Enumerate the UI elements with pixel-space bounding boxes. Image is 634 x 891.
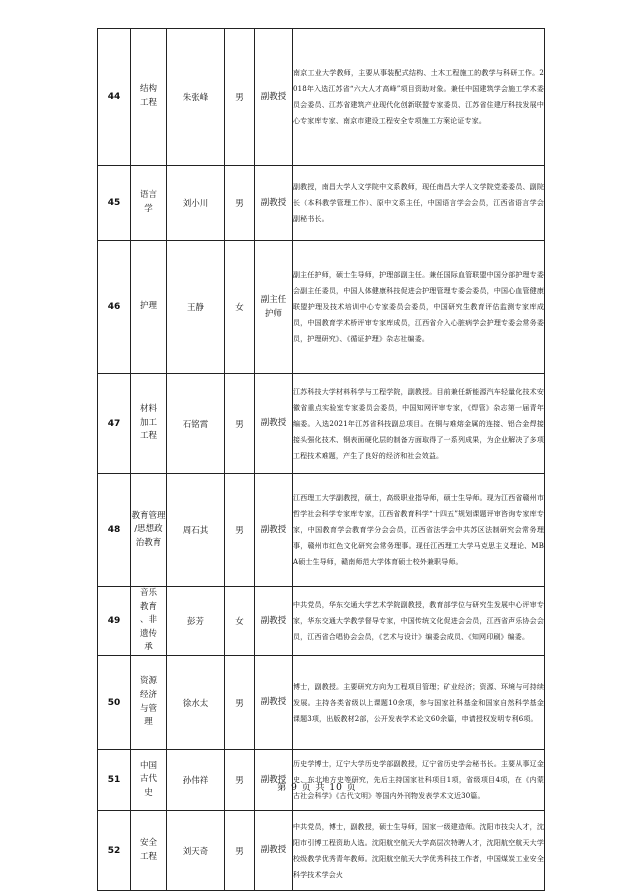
name-cell (167, 811, 225, 891)
field-cell (131, 241, 167, 374)
row-number-text: 46 (107, 302, 121, 312)
title-cell (255, 374, 293, 474)
row-number-text: 51 (107, 775, 121, 785)
name-cell (167, 374, 225, 474)
gender-text: 女 (235, 617, 244, 627)
title-cell (255, 656, 293, 750)
description-cell (293, 241, 545, 374)
description-text: 南京工业大学教师，主要从事装配式结构、土木工程施工的教学与科研工作。2018年入选江苏省“六大人才高峰”项目资助对象。兼任中国建筑学会施工学术委员会委员、江苏省建筑产业现代化创新联盟专家委员、江苏省住建厅科技发展中心专家库专家、南京市建设工程安全专项施工方案论证专家。 (293, 69, 544, 125)
row-number (98, 29, 131, 166)
field-cell (131, 656, 167, 750)
field-text: 材料 加工 工程 (139, 404, 157, 442)
name-text: 彭芳 (186, 617, 204, 627)
name-text: 周石其 (182, 526, 209, 536)
row-number-text: 52 (107, 845, 121, 856)
title-text: 副主任 护师 (260, 294, 287, 319)
name-text: 孙伟祥 (182, 776, 209, 786)
table-row (98, 587, 545, 656)
title-text: 副教授 (260, 524, 287, 535)
row-number-text: 49 (107, 616, 121, 626)
name-cell (167, 166, 225, 241)
title-cell (255, 474, 293, 587)
title-cell (255, 811, 293, 891)
row-number (98, 474, 131, 587)
row-number-text: 47 (107, 418, 121, 429)
page-footer: 第 9 页 共 10 页 (277, 783, 357, 793)
table-row (98, 656, 545, 750)
description-cell (293, 811, 545, 891)
gender-text: 男 (235, 846, 244, 857)
field-text: 语言 学 (139, 190, 157, 214)
title-text: 副教授 (260, 845, 287, 856)
table-row (98, 811, 545, 891)
row-number-text: 44 (107, 92, 121, 102)
table-row (98, 374, 545, 474)
row-number (98, 166, 131, 241)
description-cell (293, 587, 545, 656)
name-text: 刘小川 (182, 199, 209, 209)
gender-text: 男 (235, 199, 244, 209)
description-text: 江西理工大学副教授，硕士，高级职业指导师，硕士生导师。现为江西省赣州市哲学社会科学专家库专家，江西省教育科学“十四五”规划课题评审咨询专家库专家，中国教育学会教育学分会会员，江西省法学会中共苏区法制研究会常务理事，赣州市红色文化研究会常务理事。现任江西理工大学马克思主义理论、MBA硕士生导师，赣南师范大学体育硕士校外兼职导师。 (293, 494, 544, 566)
row-number (98, 374, 131, 474)
description-text: 历史学博士，辽宁大学历史学部副教授，辽宁省历史学会秘书长。主要从事辽金史、东北地方史等研究，先后主持国家社科项目1项，省级项目4项，在《内蒙古社会科学》《古代文明》等国内外刊物发表学术文近30篇。 (293, 760, 544, 800)
field-cell (131, 811, 167, 891)
title-cell (255, 166, 293, 241)
row-number-text: 48 (107, 525, 121, 535)
name-cell (167, 656, 225, 750)
row-number-text: 45 (107, 198, 121, 208)
title-text: 副教授 (260, 697, 287, 708)
table-row (98, 474, 545, 587)
field-cell (131, 587, 167, 656)
name-text: 王静 (186, 303, 204, 313)
description-cell (293, 656, 545, 750)
row-number (98, 241, 131, 374)
gender-text: 男 (235, 526, 244, 536)
gender-text: 男 (235, 698, 244, 709)
gender-text: 女 (235, 303, 244, 313)
title-text: 副教授 (260, 615, 287, 626)
description-text: 中共党员，华东交通大学艺术学院副教授，教育部学位与研究生发展中心评审专家，华东交通大学教学督导专家，中国传统文化促进会会员，江西省声乐协会会员，江西省合唱协会会员，《艺术与设计》编委会成员、《知网印刷》编委。 (293, 601, 544, 641)
title-cell (255, 241, 293, 374)
field-cell (131, 166, 167, 241)
field-text: 音乐 教育 、非 遗传 承 (139, 588, 157, 653)
field-text: 安全 工程 (139, 837, 157, 862)
gender-text: 男 (235, 776, 244, 786)
title-text: 副教授 (260, 418, 287, 429)
description-text: 副主任护师，硕士生导师，护理部副主任。兼任国际血管联盟中国分部护理专委会副主任委员，中国人体健康科技促进会护理管理专委会委员，中国心血管健康联盟护理及技术培训中心专家委员会委员，中国研究生教育评估监测专家库成员，中国教育学术桥评审专家库成员，江西省介入心脏病学会护理专委会常务委员，护理研究》、《循证护理》杂志社编委。 (293, 271, 544, 343)
description-cell (293, 374, 545, 474)
field-text: 资源 经济 与管 理 (139, 676, 157, 728)
table-row (98, 166, 545, 241)
gender-cell (225, 587, 255, 656)
gender-cell (225, 811, 255, 891)
gender-text: 男 (235, 93, 244, 103)
row-number-text: 50 (107, 697, 121, 708)
gender-cell (225, 241, 255, 374)
field-text: 中国 古代 史 (139, 760, 157, 798)
expert-roster-table (97, 28, 545, 891)
description-text: 中共党员，博士，副教授，硕士生导师，国家一级建造师。沈阳市技尖人才，沈阳市引博工程资助人选。沈阳航空航天大学高层次特聘人才，沈阳航空航天大学校级教学优秀青年教师。沈阳航空航天大学优秀科技工作者，中国煤炭工业安全科学技术学会火 (293, 822, 544, 879)
row-number (98, 587, 131, 656)
name-text: 刘天奇 (182, 846, 209, 857)
description-cell (293, 166, 545, 241)
description-cell (293, 474, 545, 587)
gender-cell (225, 656, 255, 750)
title-cell (255, 29, 293, 166)
name-cell (167, 29, 225, 166)
name-text: 朱张峰 (182, 93, 209, 103)
gender-cell (225, 374, 255, 474)
gender-text: 男 (235, 419, 244, 430)
name-text: 石铭霄 (182, 419, 209, 430)
name-cell (167, 587, 225, 656)
row-number (98, 656, 131, 750)
row-number (98, 811, 131, 891)
description-cell (293, 29, 545, 166)
title-cell (255, 587, 293, 656)
description-text: 博士，副教授。主要研究方向为工程项目管理；矿业经济；资源、环境与可持续发展。主持各类省级以上课题10余项，参与国家社科基金和国家自然科学基金课题3项，出版教材2部，公开发表学术论文60余篇，申请授权发明专利6项。 (293, 682, 544, 723)
field-text: 教育管理 /思想政 治教育 (131, 510, 166, 548)
field-text: 护理 (139, 301, 157, 312)
field-text: 结构 工程 (139, 84, 157, 108)
table-row (98, 29, 545, 166)
name-text: 徐水太 (182, 698, 209, 709)
table-row (98, 241, 545, 374)
gender-cell (225, 166, 255, 241)
field-cell (131, 474, 167, 587)
gender-cell (225, 29, 255, 166)
field-cell (131, 374, 167, 474)
name-cell (167, 474, 225, 587)
field-cell (131, 29, 167, 166)
name-cell (167, 241, 225, 374)
roster-body (98, 29, 545, 891)
description-text: 副教授，南昌大学人文学院中文系教师，现任南昌大学人文学院党委委员、副院长（本科教学管理工作）、原中文系主任，中国语言学会会员，江西省语言学会副秘书长。 (293, 183, 544, 223)
title-text: 副教授 (260, 91, 287, 102)
description-text: 江苏科技大学材料科学与工程学院，副教授。目前兼任新能源汽车轻量化技术安徽省重点实验室专家委员会委员，中国知网评审专家，《焊管》杂志第一届青年编委。入选2021年江苏省科技副总项目。在铜与难熔金属的连接、铝合金焊接接头强化技术、钢表面硬化层的制备方面取得了一系列成果，为企业解决了多项工程技术难题，产生了良好的经济和社会效益。 (293, 387, 544, 460)
title-text: 副教授 (260, 197, 287, 208)
gender-cell (225, 474, 255, 587)
title-text: 副教授 (260, 774, 287, 785)
